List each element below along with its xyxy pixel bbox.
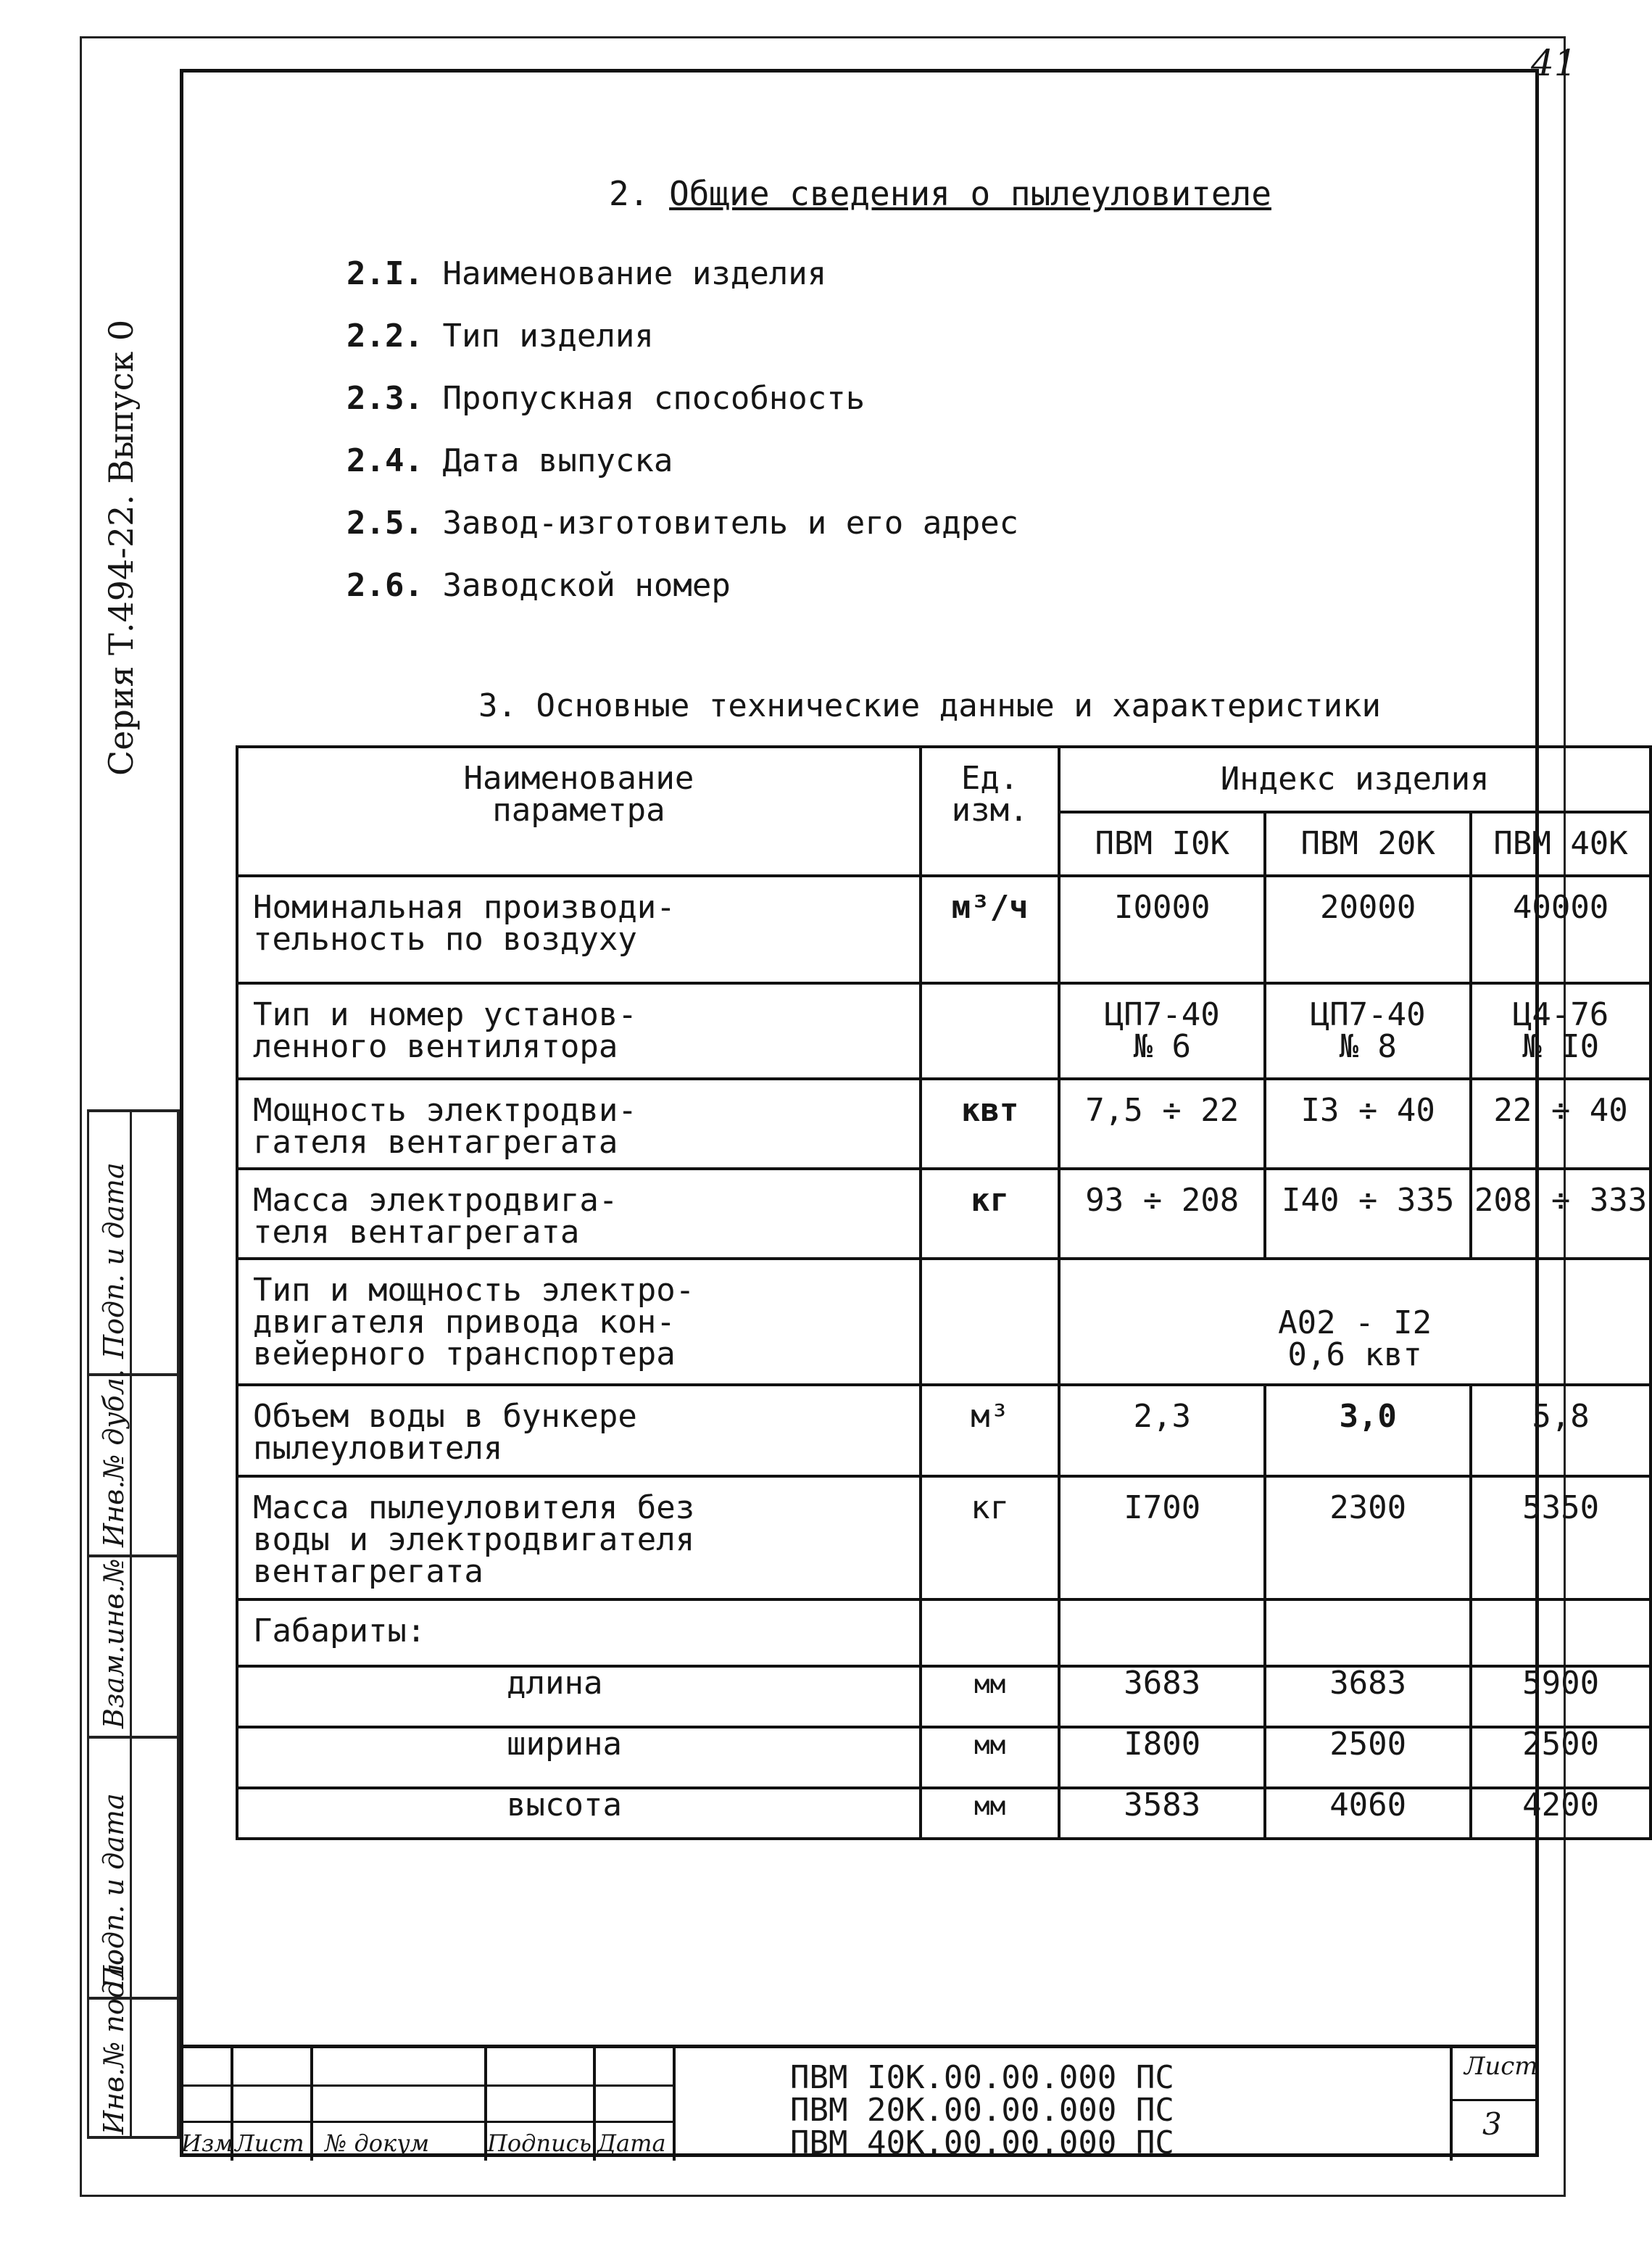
row-value: 3,0 <box>1265 1385 1471 1476</box>
row-value: 20000 <box>1265 876 1471 983</box>
row-value: 5900 <box>1471 1666 1651 1727</box>
table-row <box>237 1169 1651 1259</box>
side-label-orig-inv: Инв.№ подл. <box>98 1954 130 2135</box>
stamp-caption: Изм <box>181 2129 233 2157</box>
side-label-sign-date: Подп. и дата <box>98 1162 130 1359</box>
section-2-item: 2.2. Тип изделия <box>346 318 654 355</box>
row-param: Масса пылеуловителя без воды и электродвигателя вентагрегата <box>237 1476 921 1599</box>
header-model: ПВМ 40К <box>1471 812 1651 876</box>
dimension-name: ширина <box>237 1727 921 1788</box>
table-row <box>237 1727 1651 1788</box>
stamp-vline <box>593 2048 596 2161</box>
sheet-label: Лист <box>1464 2052 1538 2081</box>
stamp-caption: Подпись <box>487 2129 592 2157</box>
stamp-caption: № докум <box>325 2129 430 2157</box>
row-param: Объем воды в бункере пылеуловителя <box>237 1385 921 1476</box>
table-row <box>237 1385 1651 1476</box>
row-unit <box>921 1599 1059 1666</box>
table-row <box>237 1599 1651 1666</box>
row-value <box>1059 1599 1265 1666</box>
section-2-item: 2.6. Заводской номер <box>346 567 731 604</box>
row-param: Масса электродвига- теля вентагрегата <box>237 1169 921 1259</box>
row-value: 40000 <box>1471 876 1651 983</box>
row-param: Тип и мощность электро- двигателя привода кон- вейерного транспортера <box>237 1259 921 1385</box>
row-unit: кг <box>921 1169 1059 1259</box>
side-stamp-strip <box>87 1109 180 2139</box>
document-code: ПВМ I0К.00.00.000 ПС <box>790 2059 1174 2096</box>
row-unit: м³ <box>921 1385 1059 1476</box>
row-value: 4200 <box>1471 1788 1651 1839</box>
row-param: Тип и номер установ- ленного вентилятора <box>237 983 921 1079</box>
row-value: 3683 <box>1265 1666 1471 1727</box>
dimension-name: длина <box>237 1666 921 1727</box>
series-label: Серия Т.494-22. Выпуск 0 <box>101 319 141 776</box>
section-2-number: 2. <box>609 174 649 213</box>
document-code: ПВМ 40К.00.00.000 ПС <box>790 2124 1174 2161</box>
section-2-title: Общие сведения о пылеуловителе <box>669 174 1271 213</box>
table-row <box>237 876 1651 983</box>
table-row <box>237 1788 1651 1839</box>
row-value: 208 ÷ 333 <box>1471 1169 1651 1259</box>
section-2-item: 2.I. Наименование изделия <box>346 255 827 292</box>
row-value: 2,3 <box>1059 1385 1265 1476</box>
row-value: 3583 <box>1059 1788 1265 1839</box>
row-merged-value: А02 - I2 0,6 квт <box>1059 1259 1651 1385</box>
row-value: I700 <box>1059 1476 1265 1599</box>
stamp-vline <box>1450 2048 1453 2161</box>
row-unit: мм <box>921 1727 1059 1788</box>
row-param: Мощность электродви- гателя вентагрегата <box>237 1079 921 1169</box>
side-strip-divider <box>89 1554 177 1557</box>
row-unit <box>921 1259 1059 1385</box>
row-value: 4060 <box>1265 1788 1471 1839</box>
page-number: 41 <box>1531 42 1577 84</box>
side-strip-divider <box>89 1736 177 1739</box>
spec-table <box>236 745 1652 1840</box>
row-unit: кг <box>921 1476 1059 1599</box>
stamp-hline <box>1450 2099 1539 2101</box>
row-value: 93 ÷ 208 <box>1059 1169 1265 1259</box>
row-unit: мм <box>921 1666 1059 1727</box>
section-2-item: 2.5. Завод-изготовитель и его адрес <box>346 505 1019 542</box>
header-model: ПВМ 20К <box>1265 812 1471 876</box>
stamp-caption: Дата <box>597 2129 666 2157</box>
table-row <box>237 1476 1651 1599</box>
row-value: 2500 <box>1471 1727 1651 1788</box>
stamp-hline <box>180 2121 673 2123</box>
row-unit: мм <box>921 1788 1059 1839</box>
row-param: Номинальная производи- тельность по воздуху <box>237 876 921 983</box>
table-row <box>237 983 1651 1079</box>
section-3-heading: 3. Основные технические данные и характеристики <box>478 687 1382 724</box>
row-value: 5,8 <box>1471 1385 1651 1476</box>
table-row <box>237 1079 1651 1169</box>
side-label-sign-date-2: Подп. и дата <box>98 1793 130 1990</box>
row-value: I800 <box>1059 1727 1265 1788</box>
stamp-vline <box>310 2048 313 2161</box>
section-2-heading <box>609 174 1271 213</box>
document-code: ПВМ 20К.00.00.000 ПС <box>790 2092 1174 2129</box>
row-value: Ц4-76 № I0 <box>1471 983 1651 1079</box>
row-value <box>1471 1599 1651 1666</box>
row-value: ЦП7-40 № 8 <box>1265 983 1471 1079</box>
row-value: 2500 <box>1265 1727 1471 1788</box>
row-value: 3683 <box>1059 1666 1265 1727</box>
row-value: I0000 <box>1059 876 1265 983</box>
dimension-name: высота <box>237 1788 921 1839</box>
row-value <box>1265 1599 1471 1666</box>
side-strip-vline <box>130 1112 132 2136</box>
table-row <box>237 1666 1651 1727</box>
row-value: 7,5 ÷ 22 <box>1059 1079 1265 1169</box>
row-unit: м³/ч <box>921 876 1059 983</box>
row-unit <box>921 983 1059 1079</box>
row-unit: квт <box>921 1079 1059 1169</box>
section-2-item: 2.3. Пропускная способность <box>346 380 866 417</box>
sheet-number: 3 <box>1482 2106 1502 2142</box>
side-label-dup-inv: Инв.№ дубл. <box>98 1369 130 1547</box>
header-unit: Ед. изм. <box>921 747 1059 876</box>
row-value: 2300 <box>1265 1476 1471 1599</box>
stamp-vline <box>673 2048 676 2161</box>
section-2-item: 2.4. Дата выпуска <box>346 442 673 479</box>
row-value: 22 ÷ 40 <box>1471 1079 1651 1169</box>
row-value: I40 ÷ 335 <box>1265 1169 1471 1259</box>
header-index: Индекс изделия <box>1059 747 1651 812</box>
row-value: 5350 <box>1471 1476 1651 1599</box>
dimensions-label: Габариты: <box>237 1599 921 1666</box>
row-value: I3 ÷ 40 <box>1265 1079 1471 1169</box>
table-row <box>237 1259 1651 1385</box>
stamp-caption: Лист <box>235 2129 304 2157</box>
row-value: ЦП7-40 № 6 <box>1059 983 1265 1079</box>
stamp-hline <box>180 2084 673 2087</box>
header-model: ПВМ I0К <box>1059 812 1265 876</box>
side-label-replace-inv: Взам.инв.№ <box>98 1558 130 1728</box>
header-param: Наименование параметра <box>237 747 921 876</box>
